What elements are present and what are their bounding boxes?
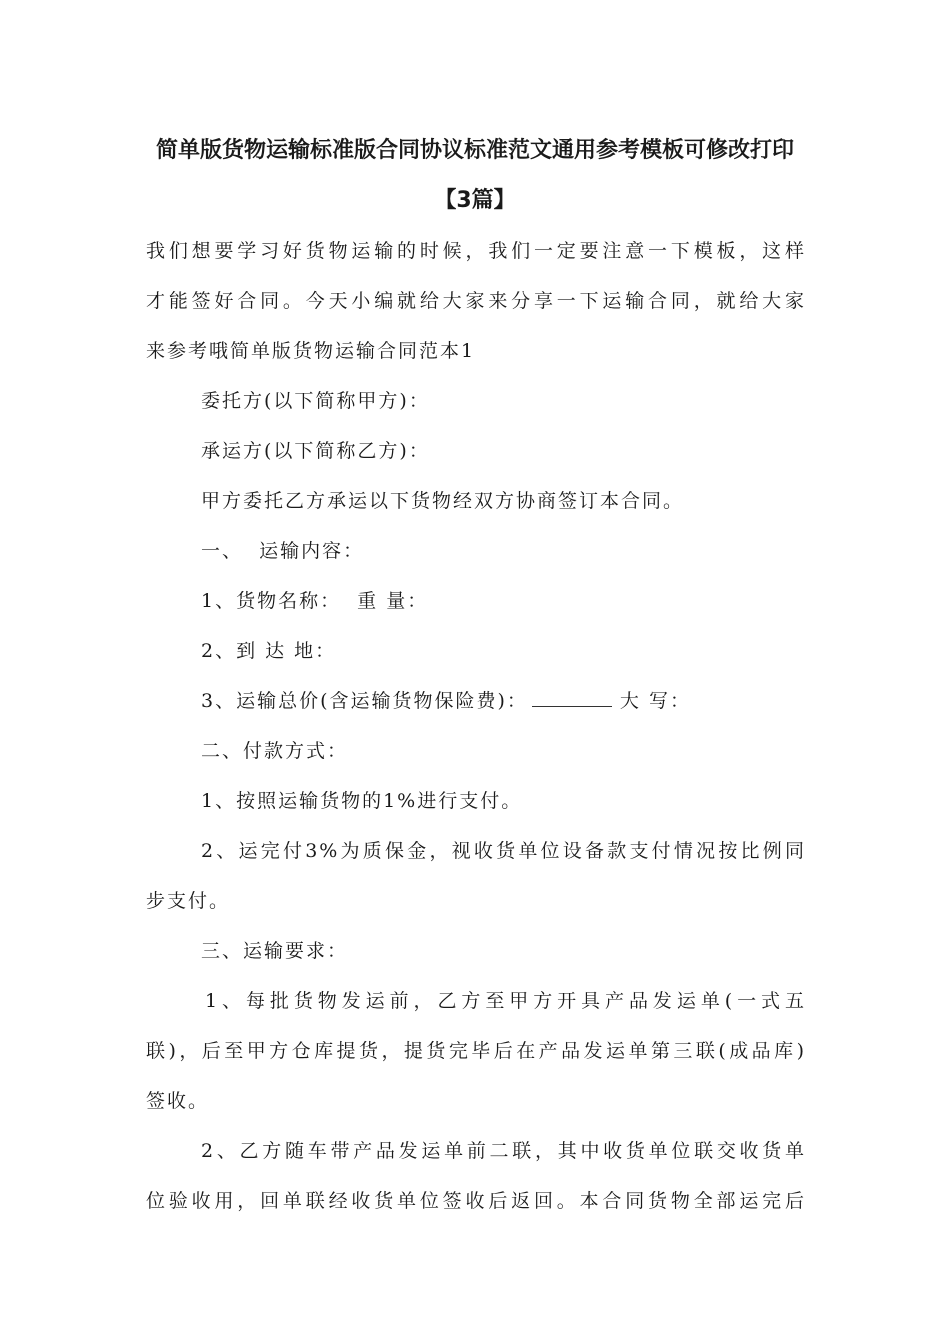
item-1-3-label: 3、运输总价(含运输货物保险费)：	[201, 690, 528, 712]
section1-heading: 一、 运输内容：	[201, 540, 365, 562]
agreement-line: 甲方委托乙方承运以下货物经双方协商签订本合同。	[201, 490, 685, 512]
party-a-line: 委托方(以下简称甲方)：	[201, 390, 430, 412]
item-1-3-capital: 大 写：	[619, 690, 691, 712]
item-1-1: 1、货物名称： 重 量：	[201, 590, 429, 612]
intro-line-3: 来参考哦简单版货物运输合同范本1	[146, 340, 476, 362]
section2-heading: 二、付款方式：	[201, 740, 349, 762]
party-b-line: 承运方(以下简称乙方)：	[201, 440, 430, 462]
item-1-2: 2、到 达 地：	[201, 640, 337, 662]
item-3-1-line-1: 1、每批货物发运前，乙方至甲方开具产品发运单(一式五	[205, 990, 806, 1012]
section3-heading: 三、运输要求：	[201, 940, 349, 962]
item-2-2-line-2: 步支付。	[146, 890, 231, 912]
price-blank-line	[532, 688, 612, 707]
item-2-1: 1、按照运输货物的1%进行支付。	[201, 790, 523, 812]
intro-line-2: 才能签好合同。今天小编就给大家来分享一下运输合同，就给大家	[146, 290, 806, 312]
document-title-line2: 【3篇】	[434, 188, 516, 213]
document-title-line1: 简单版货物运输标准版合同协议标准范文通用参考模板可修改打印	[155, 138, 794, 163]
item-3-2-line-1: 2、乙方随车带产品发运单前二联，其中收货单位联交收货单	[201, 1140, 806, 1162]
item-1-3	[201, 686, 691, 716]
item-3-1-line-3: 签收。	[146, 1090, 210, 1112]
intro-line-1: 我们想要学习好货物运输的时候，我们一定要注意一下模板，这样	[146, 240, 806, 262]
item-3-2-line-2: 位验收用，回单联经收货单位签收后返回。本合同货物全部运完后	[146, 1190, 806, 1212]
item-3-1-line-2: 联)，后至甲方仓库提货，提货完毕后在产品发运单第三联(成品库)	[146, 1040, 806, 1062]
item-2-2-line-1: 2、运完付3%为质保金，视收货单位设备款支付情况按比例同	[201, 840, 806, 862]
